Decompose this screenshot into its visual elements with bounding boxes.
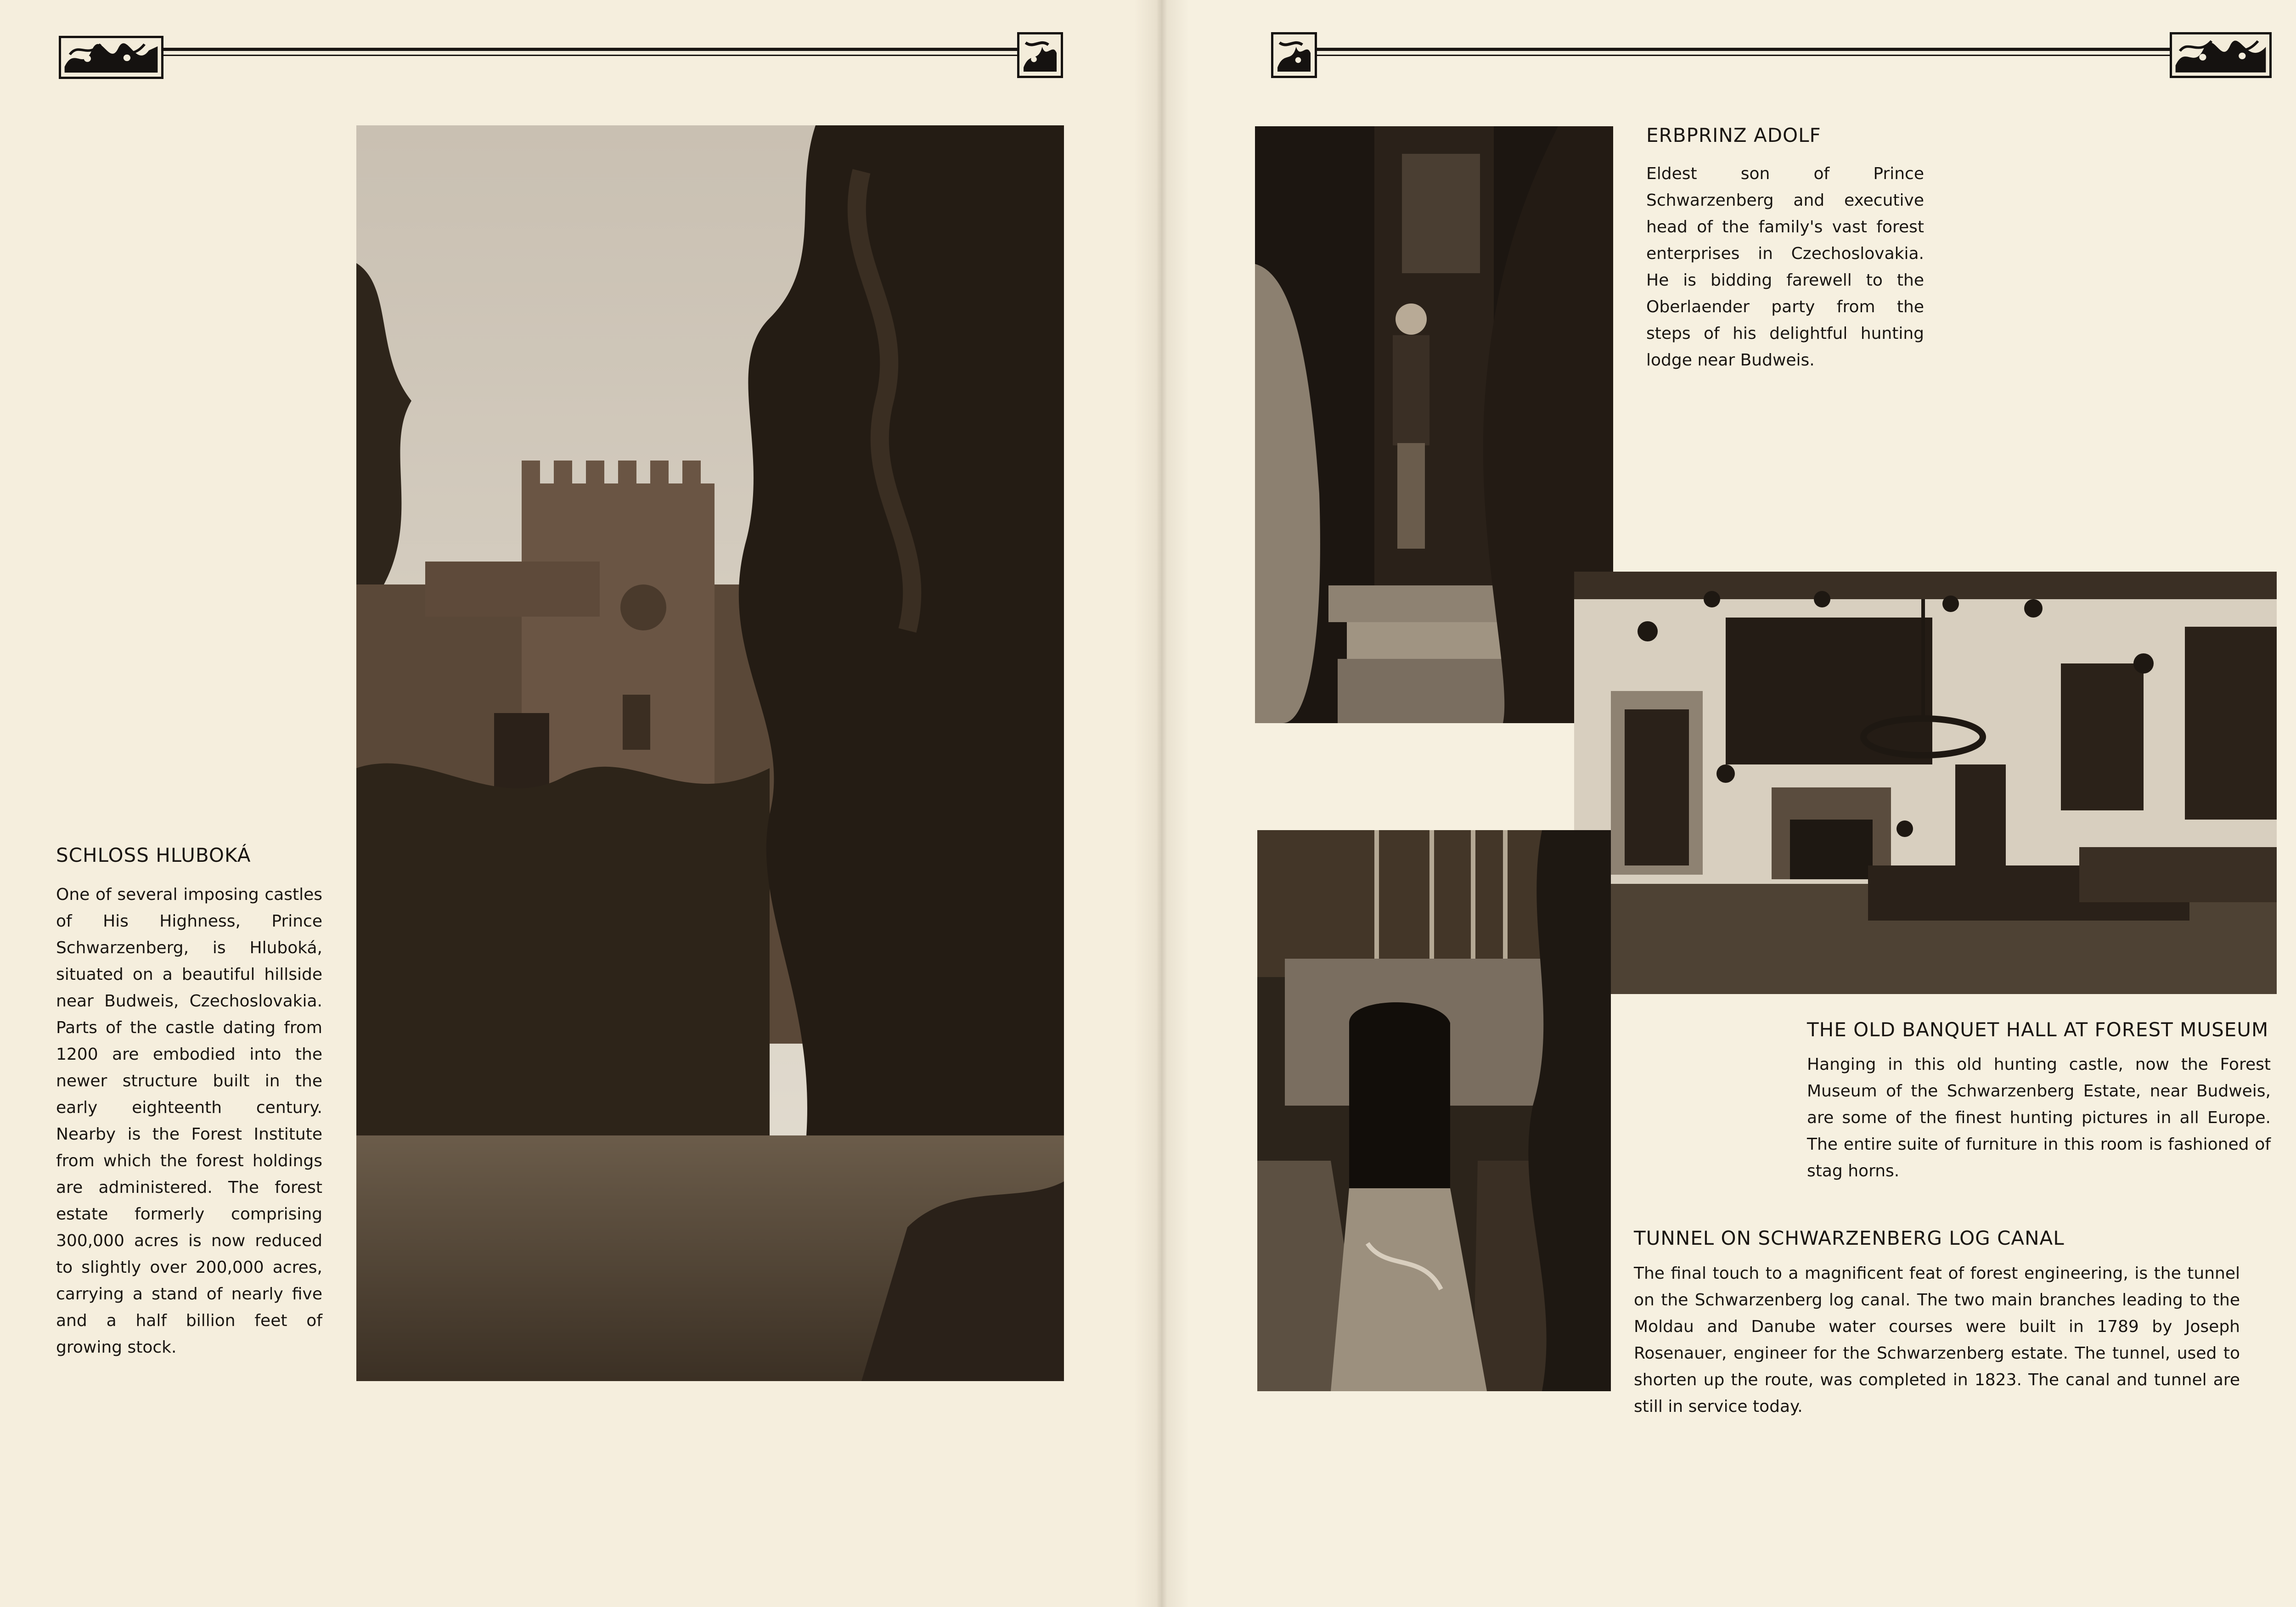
caption-text-schloss-hluboka: One of several imposing castles of His Highness, Prince Schwarzenberg, is Hluboká, situated on a beautiful hillside near Budweis, Czechoslovakia. Parts of the castle dating from 1200 are embodied into the newer structure built in the early eighteenth century. Nearby is the Forest Institute from which the forest holdings are administered. The forest estate formerly comprising 300,000 acres is now reduced to slightly over 200,000 acres, carrying a stand of nearly five and a half billion feet of growing stock.: [56, 885, 322, 1357]
photo-old-banquet-hall: [1574, 572, 2277, 994]
photo-schloss-hluboka: [356, 125, 1064, 1381]
book-gutter: [1134, 0, 1189, 1607]
caption-title-schloss-hluboka: SCHLOSS HLUBOKÁ: [56, 844, 251, 866]
caption-text-old-banquet-hall: Hanging in this old hunting castle, now the Forest Museum of the Schwarzenberg Estate, near Budweis, are some of the finest hunting pictures in all Europe. The entire suite of furniture in this room is fashioned of stag horns.: [1807, 1055, 2271, 1180]
caption-title-erbprinz-adolf: ERBPRINZ ADOLF: [1646, 124, 1821, 146]
caption-title-tunnel-log-canal: TUNNEL ON SCHWARZENBERG LOG CANAL: [1634, 1227, 2065, 1249]
caption-text-erbprinz-adolf: Eldest son of Prince Schwarzenberg and executive head of the family's vast forest enterprises in Czechoslovakia. He is bidding farewell to the Oberlaender party from the steps of his delightful hunting lodge near Budweis.: [1646, 164, 1924, 370]
header-ornament-left-square: [1017, 32, 1063, 78]
header-ornament-right-wide: [2170, 32, 2272, 78]
photo-tunnel-log-canal: [1257, 830, 1611, 1391]
header-ornament-right-square: [1271, 32, 1317, 78]
header-rule-left: [163, 47, 1020, 59]
caption-title-old-banquet-hall: THE OLD BANQUET HALL AT FOREST MUSEUM: [1807, 1018, 2269, 1041]
photo-erbprinz-adolf: [1255, 126, 1613, 723]
header-ornament-left-wide: [59, 36, 163, 79]
caption-text-tunnel-log-canal: The final touch to a magnificent feat of forest engineering, is the tunnel on the Schwarzenberg log canal. The two main branches leading to the Moldau and Danube water courses were built in 1789 by Joseph Rosenauer, engineer for the Schwarzenberg estate. The tunnel, used to shorten up the route, was completed in 1823. The canal and tunnel are still in service today.: [1634, 1264, 2240, 1416]
header-rule-right: [1317, 47, 2172, 59]
